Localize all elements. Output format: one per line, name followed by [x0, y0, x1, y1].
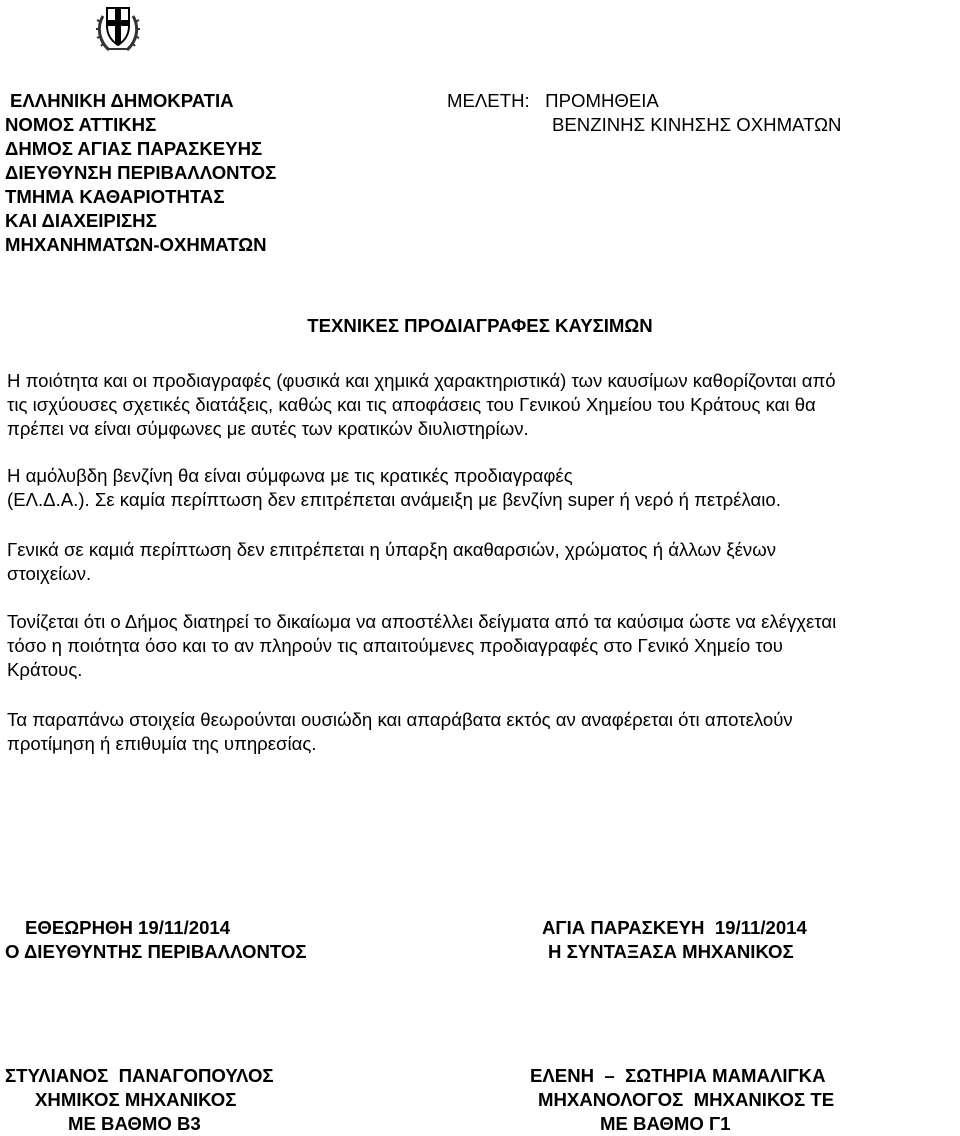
- paragraph-line: Γενικά σε καμιά περίπτωση δεν επιτρέπεται η ύπαρξη ακαθαρσιών, χρώματος ή άλλων ξένων: [7, 539, 777, 560]
- authority-line: ΝΟΜΟΣ ΑΤΤΙΚΗΣ: [5, 114, 157, 135]
- paragraph-unleaded: [7, 464, 957, 512]
- paragraph-line: τις ισχύουσες σχετικές διατάξεις, καθώς και τις αποφάσεις του Γενικού Χημείου του Κράτους και θα: [7, 394, 816, 415]
- paragraph-line: Η ποιότητα και οι προδιαγραφές (φυσικά και χημικά χαρακτηριστικά) των καυσίμων καθορίζονται από: [7, 370, 836, 391]
- authority-line: ΤΜΗΜΑ ΚΑΘΑΡΙΟΤΗΤΑΣ: [5, 186, 225, 207]
- study-subject: ΒΕΝΖΙΝΗΣ ΚΙΝΗΣΗΣ ΟΧΗΜΑΤΩΝ: [552, 114, 842, 135]
- authority-line: ΜΗΧΑΝΗΜΑΤΩΝ-ΟΧΗΜΑΤΩΝ: [5, 234, 267, 255]
- paragraph-line: πρέπει να είναι σύμφωνες με αυτές των κρατικών διυλιστηρίων.: [7, 418, 529, 439]
- paragraph-line: Τα παραπάνω στοιχεία θεωρούνται ουσιώδη και απαράβατα εκτός αν αναφέρεται ότι αποτελούν: [7, 709, 793, 730]
- paragraph-line: Τονίζεται ότι ο Δήμος διατηρεί το δικαίωμα να αποστέλλει δείγματα από τα καύσιμα ώστε να ελέγχεται: [7, 611, 837, 632]
- authority-line: ΕΛΛΗΝΙΚΗ ΔΗΜΟΚΡΑΤΙΑ: [10, 90, 234, 111]
- place-date: ΑΓΙΑ ΠΑΡΑΣΚΕΥΗ 19/11/2014: [542, 917, 807, 938]
- engineer-role: Η ΣΥΝΤΑΞΑΣΑ ΜΗΧΑΝΙΚΟΣ: [548, 941, 794, 962]
- approval-date: ΕΘΕΩΡΗΘΗ 19/11/2014: [25, 917, 231, 938]
- paragraph-line: τόσο η ποιότητα όσο και το αν πληρούν τις απαιτούμενες προδιαγραφές στο Γενικό Χημείο του: [7, 635, 783, 656]
- engineer-grade: ΜΕ ΒΑΘΜΟ Γ1: [600, 1113, 731, 1134]
- paragraph-line: στοιχείων.: [7, 563, 92, 584]
- authority-line: ΔΗΜΟΣ ΑΓΙΑΣ ΠΑΡΑΣΚΕΥΗΣ: [5, 138, 263, 159]
- engineer-name: ΕΛΕΝΗ – ΣΩΤΗΡΙΑ ΜΑΜΑΛΙΓΚΑ: [530, 1065, 826, 1086]
- paragraph-quality: [7, 369, 957, 441]
- paragraph-essential: [7, 708, 957, 756]
- study-title: ΜΕΛΕΤΗ: ΠΡΟΜΗΘΕΙΑ: [447, 90, 659, 111]
- director-name: ΣΤΥΛΙΑΝΟΣ ΠΑΝΑΓΟΠΟΥΛΟΣ: [5, 1065, 274, 1086]
- document-title: ΤΕΧΝΙΚΕΣ ΠΡΟΔΙΑΓΡΑΦΕΣ ΚΑΥΣΙΜΩΝ: [307, 315, 653, 336]
- paragraph-line: προτίμηση ή επιθυμία της υπηρεσίας.: [7, 733, 317, 754]
- paragraph-line: Κράτους.: [7, 659, 83, 680]
- greek-coat-of-arms-icon: [95, 2, 141, 54]
- paragraph-line: (ΕΛ.Δ.Α.). Σε καμία περίπτωση δεν επιτρέπεται ανάμειξη με βενζίνη super ή νερό ή πετρέλαιο.: [7, 489, 781, 510]
- authority-line: ΔΙΕΥΘΥΝΣΗ ΠΕΡΙΒΑΛΛΟΝΤΟΣ: [5, 162, 277, 183]
- engineer-title: ΜΗΧΑΝΟΛΟΓΟΣ ΜΗΧΑΝΙΚΟΣ ΤΕ: [538, 1089, 835, 1110]
- director-grade: ΜΕ ΒΑΘΜΟ Β3: [68, 1113, 201, 1134]
- director-title: ΧΗΜΙΚΟΣ ΜΗΧΑΝΙΚΟΣ: [35, 1089, 237, 1110]
- paragraph-line: Η αμόλυβδη βενζίνη θα είναι σύμφωνα με τις κρατικές προδιαγραφές: [7, 465, 573, 486]
- paragraph-impurities: [7, 538, 957, 586]
- authority-line: ΚΑΙ ΔΙΑΧΕΙΡΙΣΗΣ: [5, 210, 157, 231]
- paragraph-sampling: [7, 610, 957, 682]
- director-role: Ο ΔΙΕΥΘΥΝΤΗΣ ΠΕΡΙΒΑΛΛΟΝΤΟΣ: [5, 941, 307, 962]
